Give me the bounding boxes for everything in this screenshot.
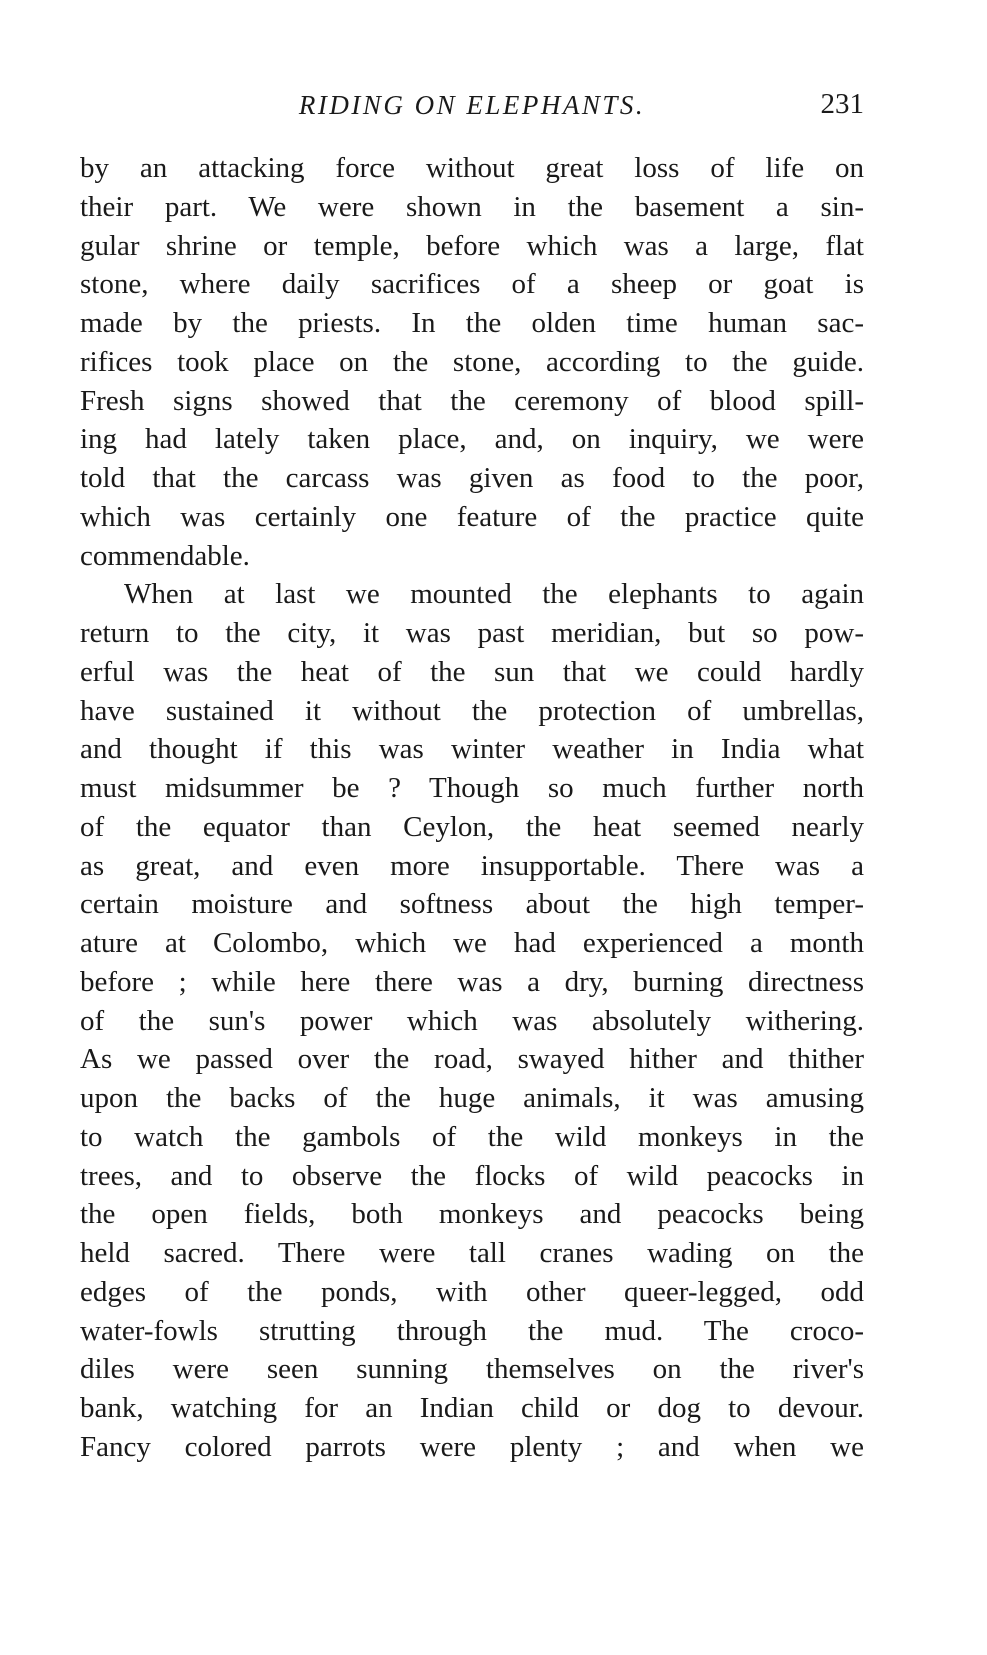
text-line: of the sun's power which was absolutely withering. bbox=[80, 1004, 864, 1037]
text-line: ature at Colombo, which we had experienced a month bbox=[80, 927, 864, 959]
text-line: their part. We were shown in the basement a sin- bbox=[80, 190, 864, 223]
text-line: bank, watching for an Indian child or dog to devour. bbox=[80, 1392, 864, 1424]
text-line: gular shrine or temple, before which was a large, flat bbox=[80, 229, 864, 262]
text-line: rifices took place on the stone, according to the guide. bbox=[80, 345, 864, 378]
text-line: told that the carcass was given as food to the poor, bbox=[80, 462, 864, 494]
text-line: edges of the ponds, with other queer-legged, odd bbox=[80, 1275, 864, 1308]
text-line: trees, and to observe the flocks of wild peacocks in bbox=[80, 1159, 864, 1192]
text-line: upon the backs of the huge animals, it was amusing bbox=[80, 1082, 864, 1114]
text-line: by an attacking force without great loss of life on bbox=[80, 152, 864, 184]
text-line: before ; while here there was a dry, burning directness bbox=[80, 965, 864, 998]
text-line: stone, where daily sacrifices of a sheep or goat is bbox=[80, 268, 864, 301]
text-line: the open fields, both monkeys and peacocks being bbox=[80, 1198, 864, 1231]
text-line: which was certainly one feature of the practice quite bbox=[80, 500, 864, 533]
text-line: held sacred. There were tall cranes wading on the bbox=[80, 1237, 864, 1269]
text-line: and thought if this was winter weather in India what bbox=[80, 733, 864, 766]
text-line: as great, and even more insupportable. There was a bbox=[80, 849, 864, 882]
text-line: must midsummer be ? Though so much further north bbox=[80, 772, 864, 804]
text-line: Fresh signs showed that the ceremony of blood spill- bbox=[80, 384, 864, 417]
text-line: return to the city, it was past meridian, but so pow- bbox=[80, 617, 864, 649]
paragraph-first-line: When at last we mounted the elephants to again bbox=[124, 578, 864, 611]
text-line: water-fowls strutting through the mud. The croco- bbox=[80, 1314, 864, 1347]
text-line: of the equator than Ceylon, the heat seemed nearly bbox=[80, 810, 864, 843]
running-title: RIDING ON ELEPHANTS. bbox=[298, 90, 646, 120]
text-line: Fancy colored parrots were plenty ; and when we bbox=[80, 1430, 864, 1463]
text-line: diles were seen sunning themselves on the river's bbox=[80, 1353, 864, 1386]
page-number: 231 bbox=[820, 88, 864, 120]
text-line: As we passed over the road, swayed hither and thither bbox=[80, 1043, 864, 1076]
paragraph-last-line: commendable. bbox=[80, 539, 250, 572]
text-line: erful was the heat of the sun that we could hardly bbox=[80, 655, 864, 688]
body-text bbox=[80, 149, 864, 1467]
text-line: ing had lately taken place, and, on inquiry, we were bbox=[80, 423, 864, 456]
page-header bbox=[80, 90, 864, 130]
text-line: made by the priests. In the olden time human sac- bbox=[80, 307, 864, 339]
text-line: have sustained it without the protection of umbrellas, bbox=[80, 694, 864, 727]
text-line: to watch the gambols of the wild monkeys in the bbox=[80, 1120, 864, 1153]
text-line: certain moisture and softness about the high temper- bbox=[80, 888, 864, 921]
